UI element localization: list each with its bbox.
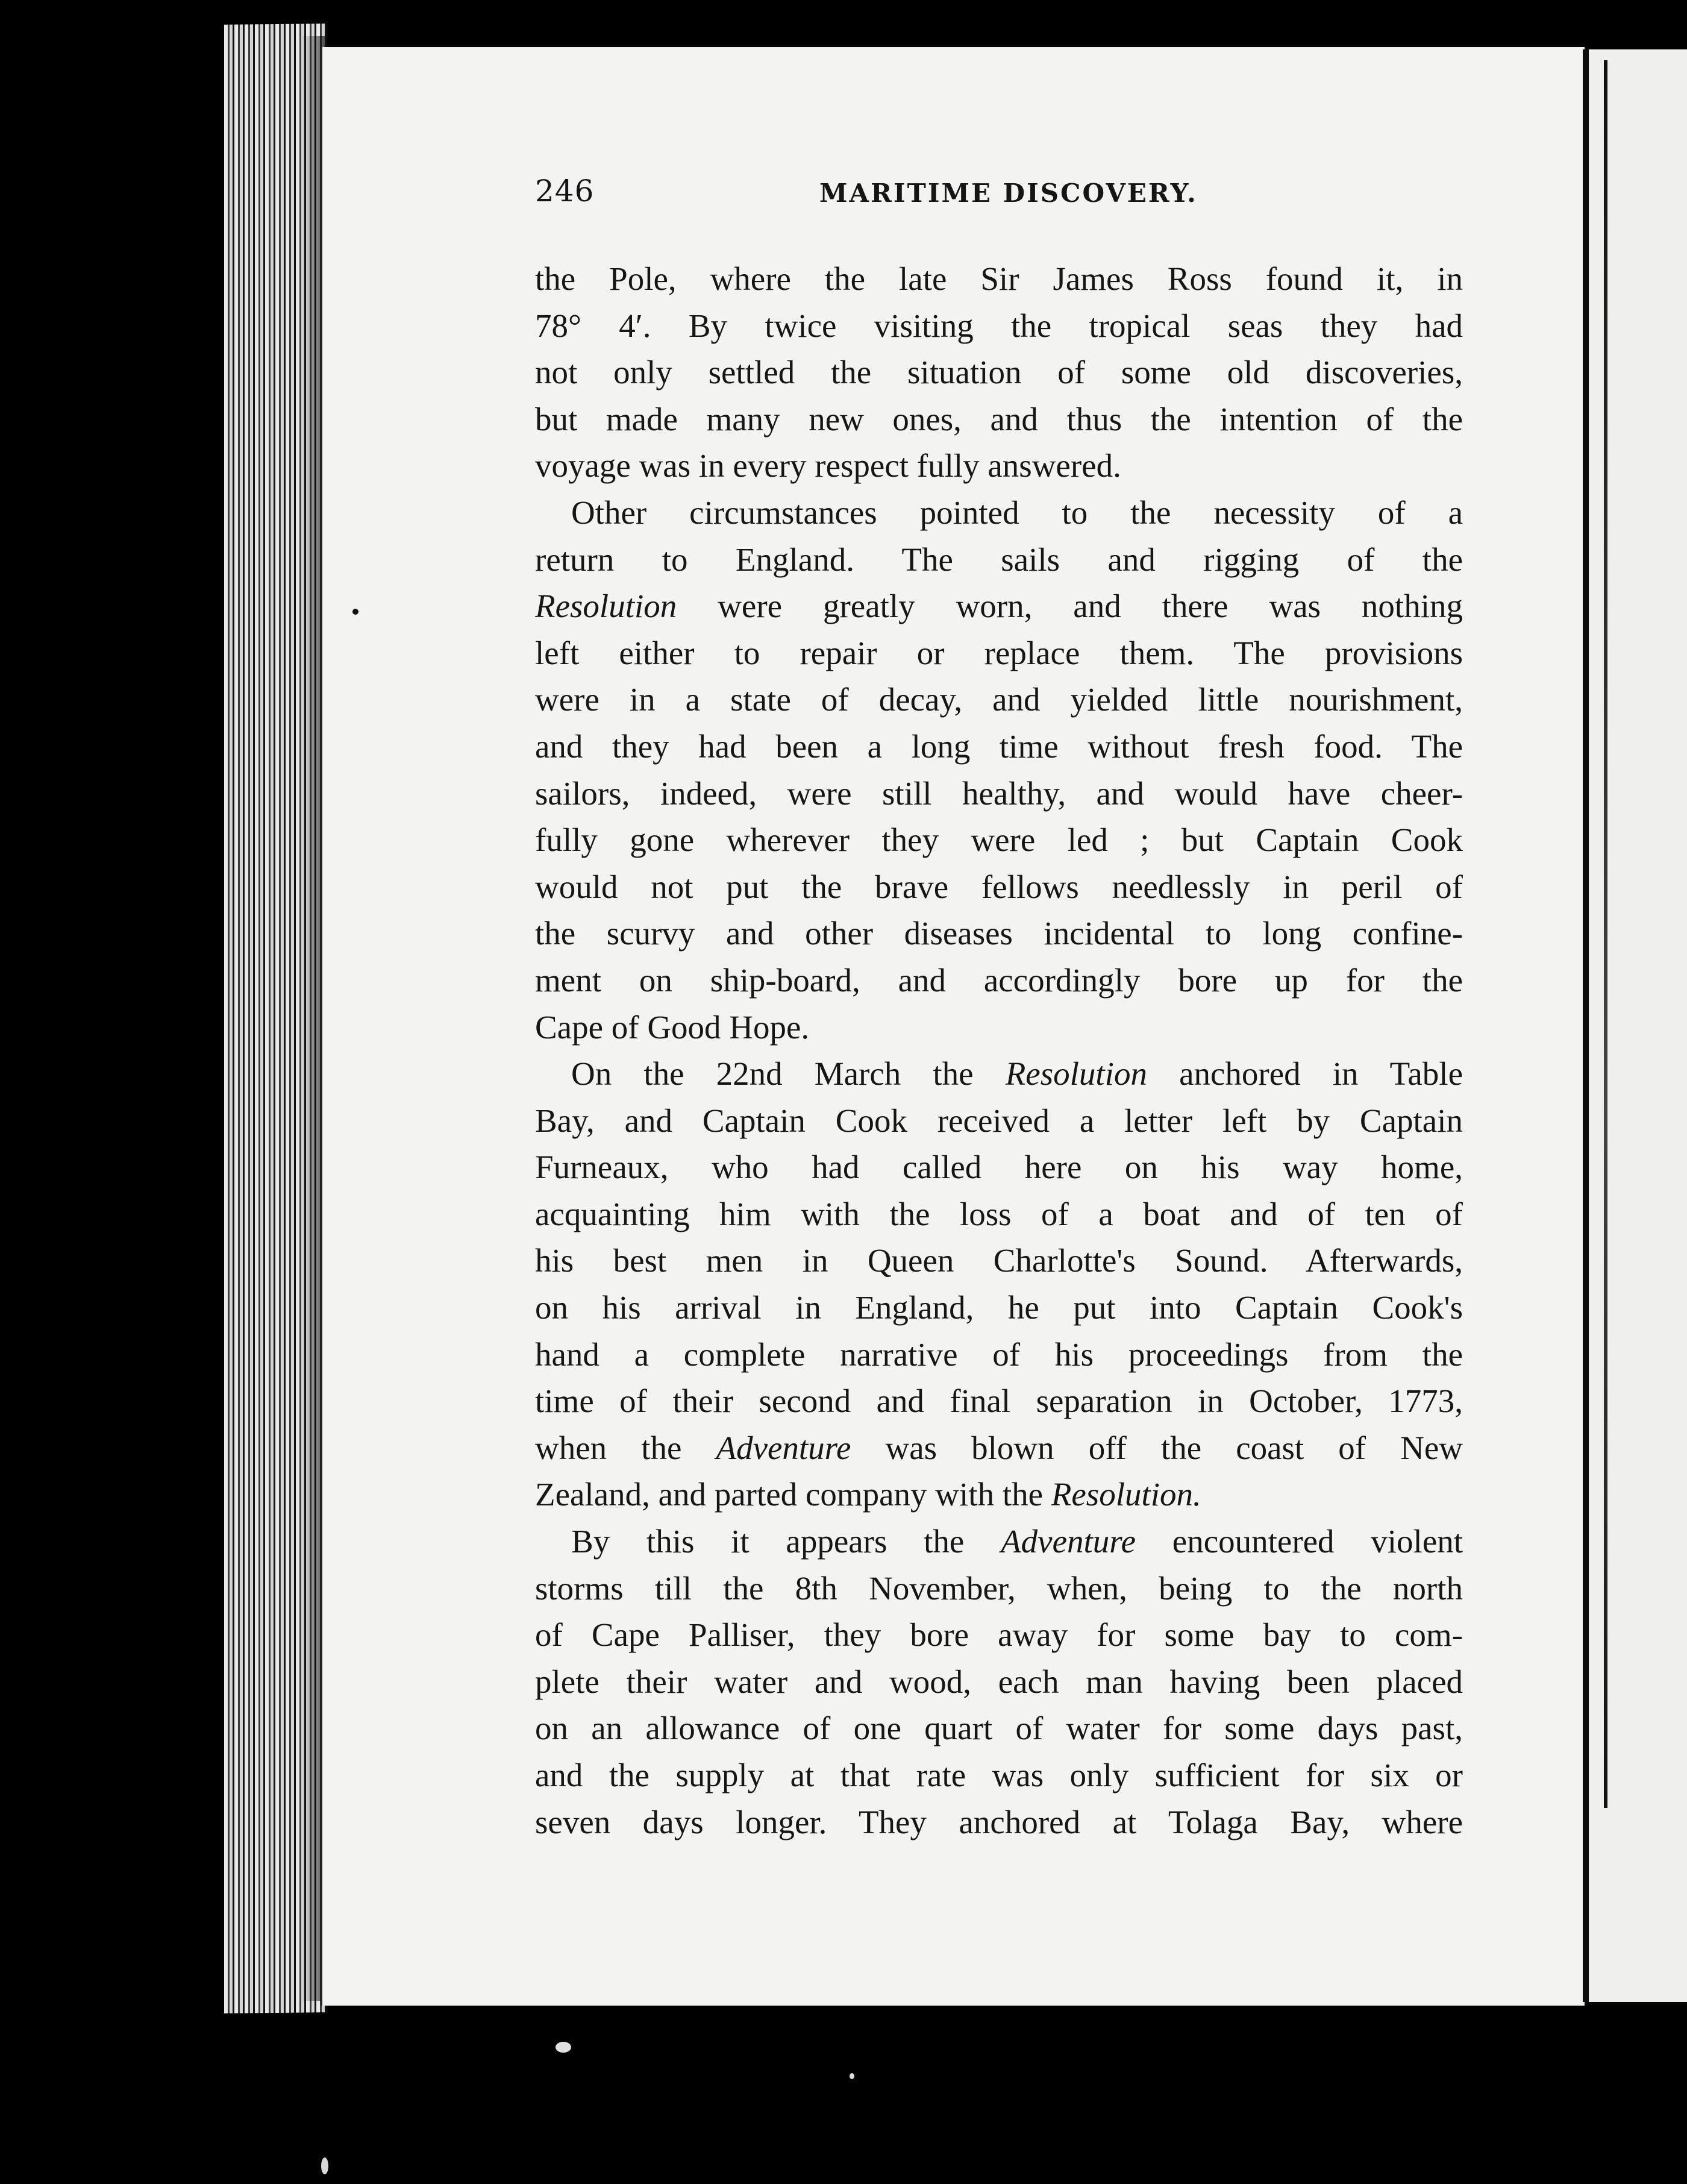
text-line: storms till the 8th November, when, being to the north — [535, 1569, 1463, 1607]
text-line: ment on ship-board, and accordingly bore up for the — [535, 961, 1463, 999]
text-line: sailors, indeed, were still healthy, and would have cheer- — [535, 774, 1463, 812]
text-line: but made many new ones, and thus the intention of the — [535, 400, 1463, 438]
text-line: 78° 4′. By twice visiting the tropical seas they had — [535, 307, 1463, 344]
text-line — [535, 1471, 1463, 1518]
text-fragment: Zealand, and parted company with the — [535, 1476, 1044, 1513]
text-line: fully gone wherever they were led ; but Captain Cook — [535, 821, 1463, 859]
text-fragment: anchored in Table — [1179, 1055, 1463, 1093]
ship-name-italic: Adventure — [716, 1429, 851, 1466]
text-line: would not put the brave fellows needlessly in peril of — [535, 868, 1463, 905]
text-line: left either to repair or replace them. The provisions — [535, 634, 1463, 671]
text-line: of Cape Palliser, they bore away for some bay to com- — [535, 1616, 1463, 1654]
page-header — [530, 174, 1464, 228]
text-line — [535, 583, 1463, 630]
text-line: acquainting him with the loss of a boat and of ten of — [535, 1195, 1463, 1232]
text-line: and the supply at that rate was only sufficient for six or — [535, 1757, 1463, 1793]
text-fragment: when the — [535, 1429, 682, 1466]
text-line: the Pole, where the late Sir James Ross found it, in — [535, 260, 1463, 297]
text-fragment: were greatly worn, and there was nothing — [718, 588, 1463, 625]
text-line: time of their second and final separation in October, 1773, — [535, 1382, 1463, 1420]
text-fragment: was blown off the coast of New — [885, 1429, 1463, 1466]
text-line: return to England. The sails and rigging of the — [535, 541, 1463, 578]
text-line: Furneaux, who had called here on his way home, — [535, 1149, 1463, 1186]
text-line — [535, 1425, 1463, 1472]
scan-speck — [321, 2157, 328, 2174]
text-line: not only settled the situation of some old discoveries, — [535, 354, 1463, 391]
text-line: hand a complete narrative of his proceedings from the — [535, 1335, 1463, 1373]
text-line: Other circumstances pointed to the necessity of a — [571, 494, 1463, 531]
scan-speck — [556, 2042, 571, 2053]
page-number: 246 — [535, 174, 595, 209]
text-line — [535, 1518, 1463, 1565]
text-line: voyage was in every respect fully answered. — [535, 447, 1121, 485]
adjacent-page — [1583, 49, 1687, 2002]
text-line: Cape of Good Hope. — [535, 1008, 810, 1046]
ship-name-italic: Adventure — [1001, 1523, 1136, 1560]
text-line: Bay, and Captain Cook received a letter left by Captain — [535, 1102, 1463, 1139]
text-line: and they had been a long time without fresh food. The — [535, 727, 1463, 765]
text-fragment: On the 22nd March the — [571, 1055, 974, 1093]
text-line: were in a state of decay, and yielded little nourishment, — [535, 681, 1463, 718]
scan-speck — [850, 2073, 854, 2079]
text-line: the scurvy and other diseases incidental to long confine- — [535, 915, 1463, 952]
text-line: his best men in Queen Charlotte's Sound. Afterwards, — [535, 1242, 1463, 1279]
text-line: plete their water and wood, each man having been placed — [535, 1663, 1463, 1700]
text-line: seven days longer. They anchored at Tolaga Bay, where — [535, 1803, 1463, 1840]
ship-name-italic: Resolution — [535, 588, 677, 625]
text-line: on an allowance of one quart of water for some days past, — [535, 1710, 1463, 1747]
text-fragment: By this it appears the — [571, 1523, 965, 1560]
scan-speck — [352, 609, 358, 615]
page-body-text — [535, 256, 1463, 1845]
ship-name-italic: Resolution — [1005, 1055, 1147, 1093]
text-fragment: encountered violent — [1172, 1523, 1463, 1560]
ship-name-italic: Resolution. — [1051, 1476, 1201, 1513]
adjacent-page-gutter — [1604, 60, 1607, 1808]
text-line: on his arrival in England, he put into Captain Cook's — [535, 1289, 1463, 1326]
text-line — [535, 1050, 1463, 1097]
running-title: MARITIME DISCOVERY. — [819, 178, 1198, 208]
